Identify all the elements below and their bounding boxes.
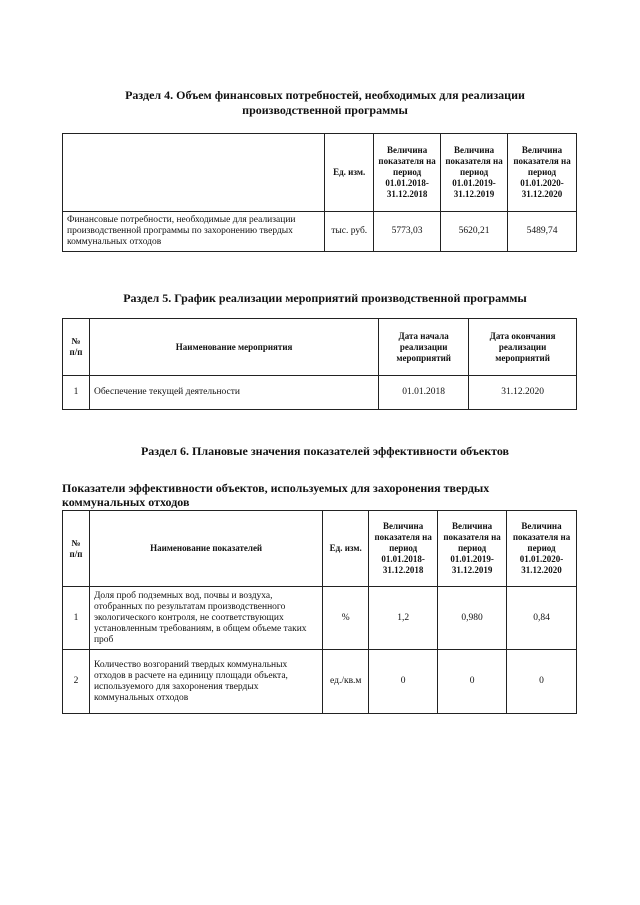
table-row xyxy=(63,212,577,252)
header-cell-empty xyxy=(63,134,325,212)
section6-table xyxy=(62,510,577,714)
row-name: Обеспечение текущей деятельности xyxy=(89,376,378,410)
header-cell-unit: Ед. изм. xyxy=(325,134,374,212)
header-cell-num: № п/п xyxy=(63,511,90,587)
table-header-row xyxy=(63,134,577,212)
table-row xyxy=(63,650,577,714)
section6-subtitle xyxy=(62,481,582,509)
section4-table xyxy=(62,133,577,252)
header-cell-2019: Величина показателя на период 01.01.2019-31.12.2019 xyxy=(438,511,507,587)
header-cell-name: Наименование показателей xyxy=(89,511,322,587)
row-name: Количество возгораний твердых коммунальных отходов в расчете на единицу площади объекта, используемого для захоронения твердых коммунальных отходов xyxy=(89,650,322,714)
header-cell-2018: Величина показателя на период 01.01.2018-31.12.2018 xyxy=(369,511,438,587)
table-header-row xyxy=(63,319,577,376)
header-cell-start: Дата начала реализации мероприятий xyxy=(379,319,469,376)
header-cell-2020: Величина показателя на период 01.01.2020-31.12.2020 xyxy=(507,511,577,587)
row-name: Доля проб подземных вод, почвы и воздуха, отобранных по результатам производственного экологического контроля, не соответствующих установленным требованиям, в общем объеме таких проб xyxy=(89,587,322,650)
row-value-2020: 5489,74 xyxy=(508,212,577,252)
row-value-2018: 0 xyxy=(369,650,438,714)
header-cell-num: № п/п xyxy=(63,319,90,376)
section4-title xyxy=(60,88,590,118)
table-header-row xyxy=(63,511,577,587)
row-unit: % xyxy=(323,587,369,650)
header-cell-unit: Ед. изм. xyxy=(323,511,369,587)
section4-title-line1: Раздел 4. Объем финансовых потребностей, необходимых для реализации xyxy=(125,88,525,102)
header-cell-end: Дата окончания реализации мероприятий xyxy=(469,319,577,376)
row-value-2019: 0 xyxy=(438,650,507,714)
header-cell-name: Наименование мероприятия xyxy=(89,319,378,376)
table-row xyxy=(63,376,577,410)
section6-subtitle-line2: коммунальных отходов xyxy=(62,495,190,509)
row-name: Финансовые потребности, необходимые для реализации производственной программы по захоронению твердых коммунальных отходов xyxy=(63,212,325,252)
row-num: 2 xyxy=(63,650,90,714)
row-start-date: 01.01.2018 xyxy=(379,376,469,410)
header-cell-2019: Величина показателя на период 01.01.2019-31.12.2019 xyxy=(441,134,508,212)
row-unit: ед./кв.м xyxy=(323,650,369,714)
section6-subtitle-line1: Показатели эффективности объектов, используемых для захоронения твердых xyxy=(62,481,490,495)
section5-title: Раздел 5. График реализации мероприятий производственной программы xyxy=(123,291,527,305)
section6-title: Раздел 6. Плановые значения показателей эффективности объектов xyxy=(140,444,510,458)
row-value-2020: 0 xyxy=(507,650,577,714)
header-cell-2018: Величина показателя на период 01.01.2018-31.12.2018 xyxy=(374,134,441,212)
row-value-2018: 5773,03 xyxy=(374,212,441,252)
header-cell-2020: Величина показателя на период 01.01.2020-31.12.2020 xyxy=(508,134,577,212)
section5-table xyxy=(62,318,577,410)
row-num: 1 xyxy=(63,587,90,650)
row-end-date: 31.12.2020 xyxy=(469,376,577,410)
row-unit: тыс. руб. xyxy=(325,212,374,252)
row-value-2018: 1,2 xyxy=(369,587,438,650)
section4-title-line2: производственной программы xyxy=(242,103,408,117)
row-value-2019: 0,980 xyxy=(438,587,507,650)
row-num: 1 xyxy=(63,376,90,410)
row-value-2020: 0,84 xyxy=(507,587,577,650)
row-value-2019: 5620,21 xyxy=(441,212,508,252)
table-row xyxy=(63,587,577,650)
